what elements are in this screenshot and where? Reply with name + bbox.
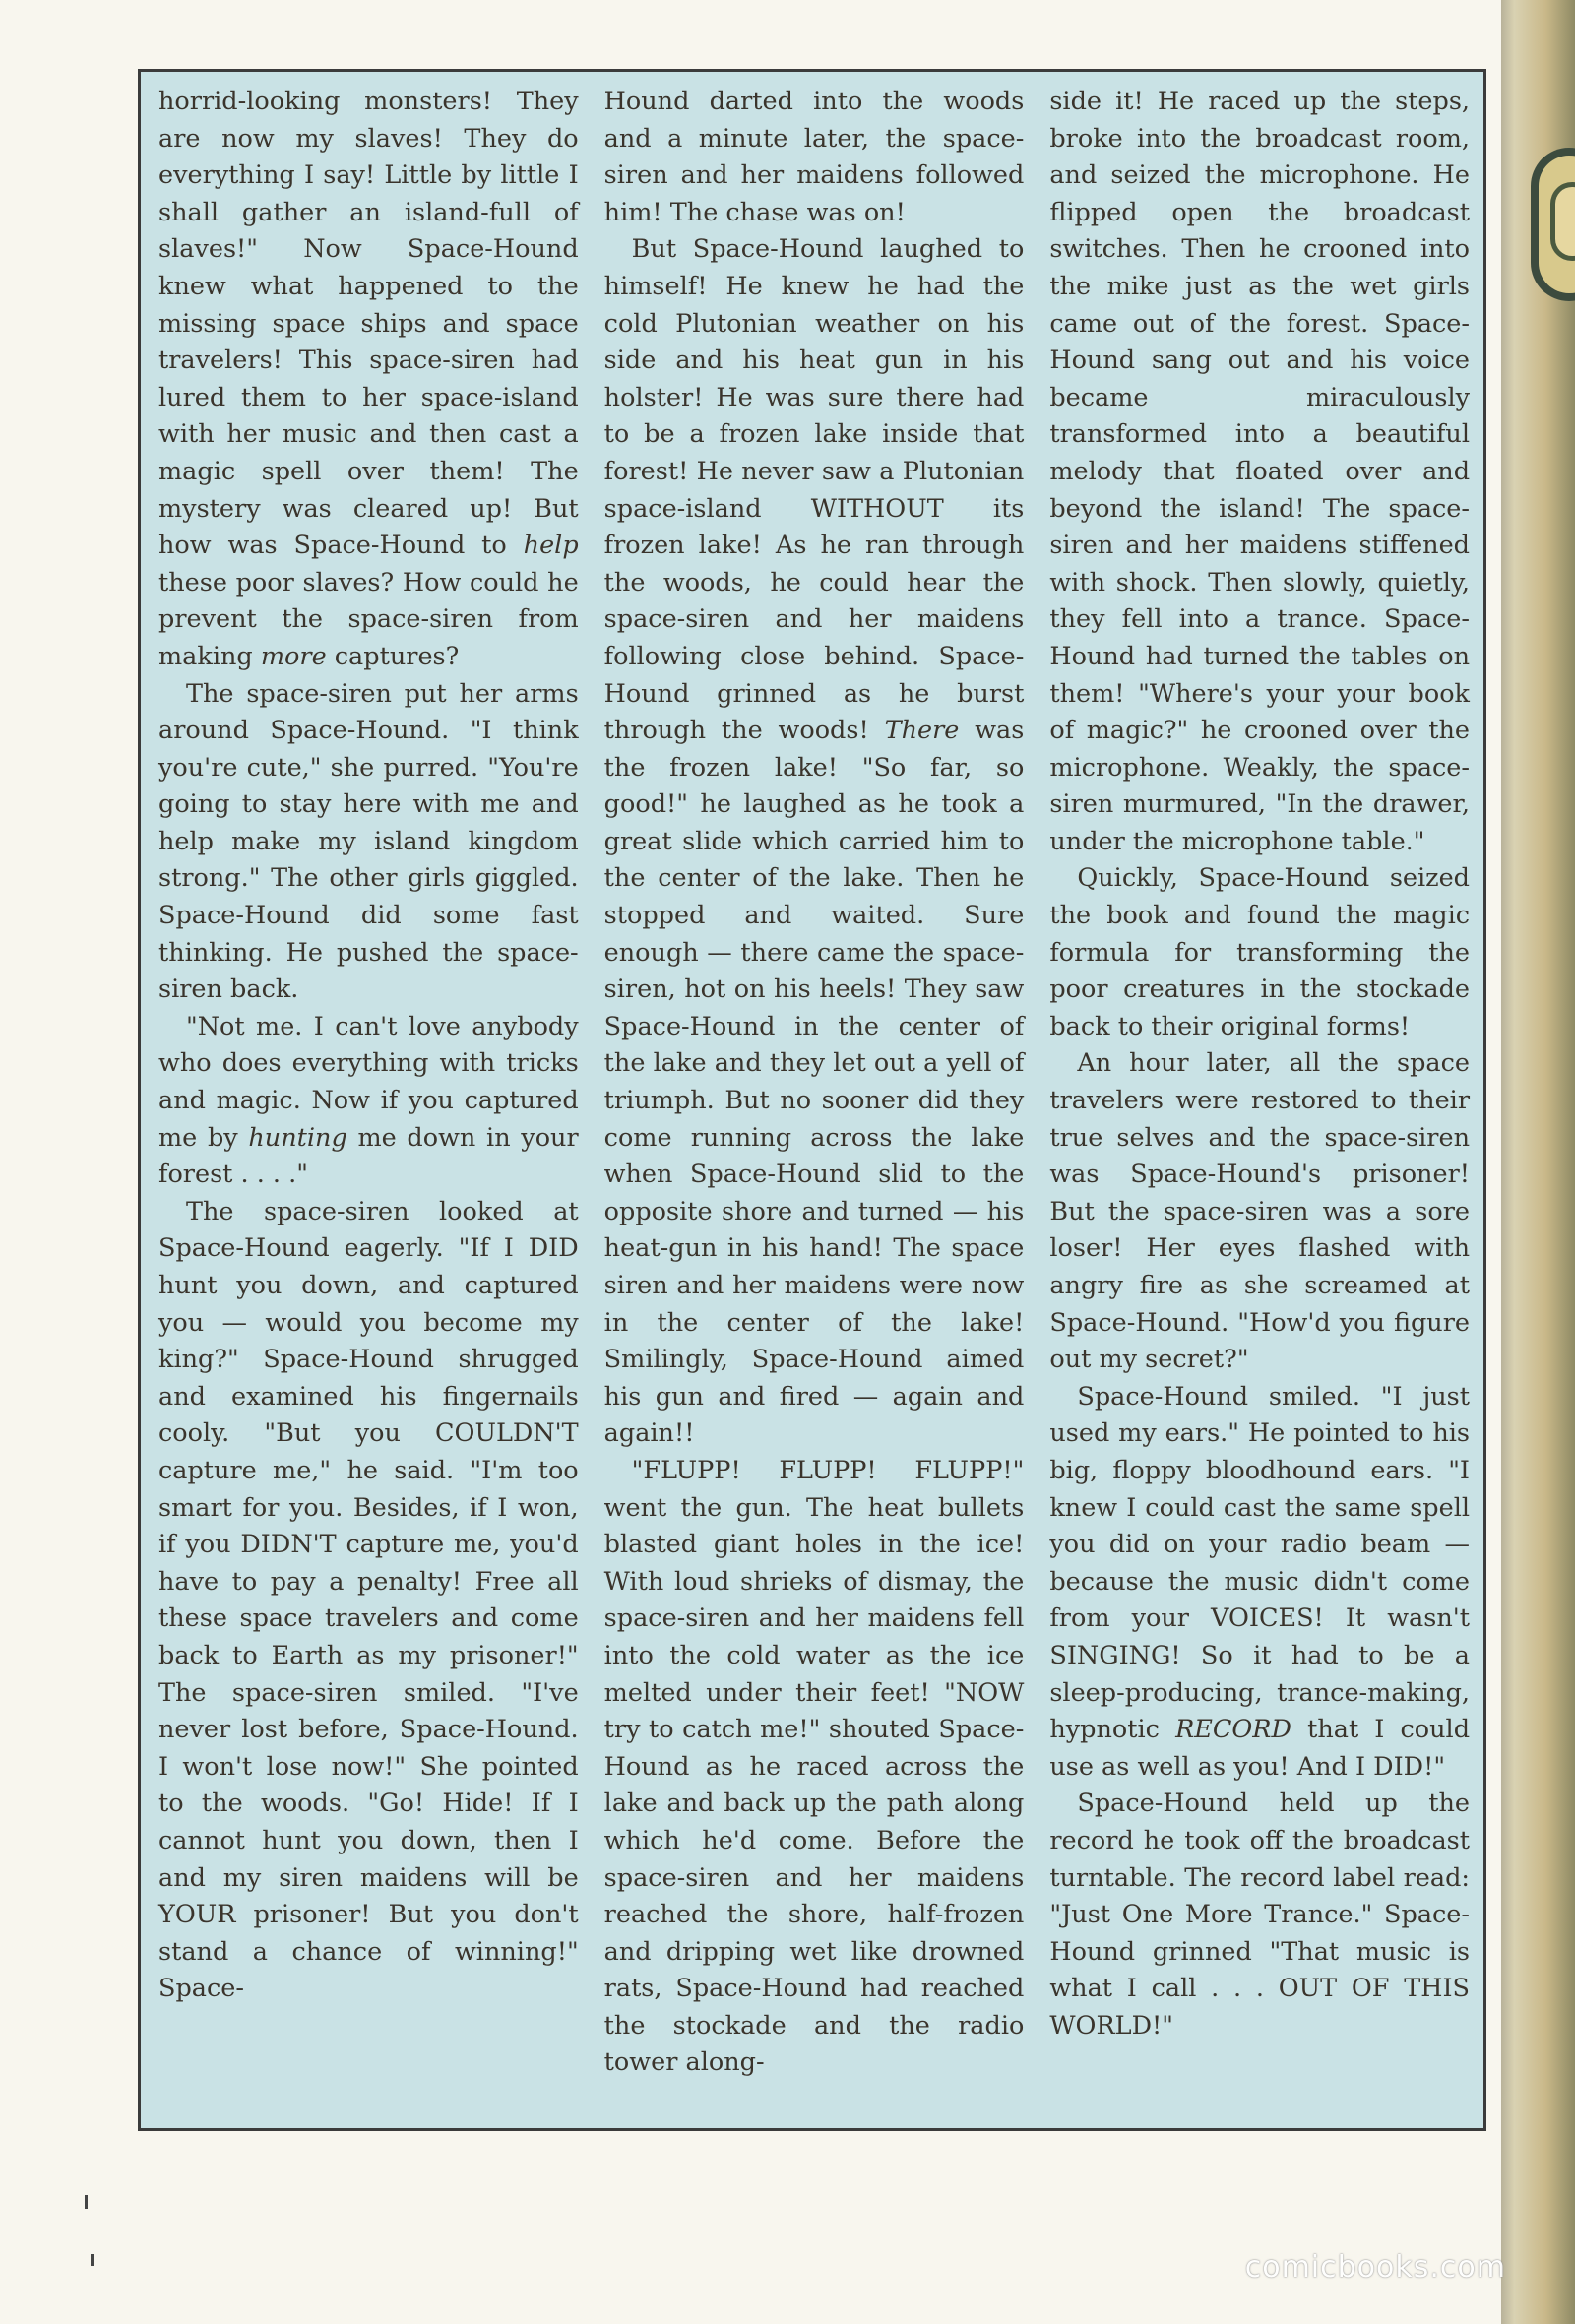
adjacent-page-art-detail	[1550, 182, 1575, 261]
adjacent-page-edge	[1501, 0, 1575, 2324]
paragraph: The space-siren put her arms around Space-Hound. "I think you're cute," she purred. "You're going to stay here with me and help make my island kingdom strong." The other girls giggled. Space-Hound did some fast thinking. He pushed the space-siren back.	[158, 678, 579, 1005]
text-panel	[138, 69, 1486, 2131]
paragraph: horrid-looking monsters! They are now my slaves! They do everything I say! Little by little I shall gather an island-full of slaves!" Now Space-Hound knew what happened to the missing space ships and space travelers! This space-siren had lured them to her space-island with her music and then cast a magic spell over them! The mystery was cleared up! But how was Space-Hound to help these poor slaves? How could he prevent the space-siren from making more captures?	[158, 87, 579, 671]
paragraph: But Space-Hound laughed to himself! He knew he had the cold Plutonian weather on his side and his heat gun in his holster! He was sure there had to be a frozen lake inside that forest! He never saw a Plutonian space-island WITHOUT its frozen lake! As he ran through the woods, he could hear the space-siren and her maidens following close behind. Space-Hound grinned as he burst through the woods! There was the frozen lake! "So far, so good!" he laughed as he took a great slide which carried him to the center of the lake. Then he stopped and waited. Sure enough — there came the space-siren, hot on his heels! They saw Space-Hound in the center of the lake and they let out a yell of triumph. But no sooner did they come running across the lake when Space-Hound slid to the opposite shore and turned — his heat-gun in his hand! The space siren and her maidens were now in the center of the lake! Smilingly, Space-Hound aimed his gun and fired — again and again!!	[603, 234, 1025, 1449]
paragraph: Space-Hound smiled. "I just used my ears." He pointed to his big, floppy bloodhound ears. "I knew I could cast the same spell you did on your radio beam — because the music didn't come from your VOICES! It wasn't SINGING! So it had to be a sleep-producing, trance-making, hypnotic RECORD that I could use as well as you! And I DID!"	[1049, 1381, 1471, 1782]
column-2	[604, 84, 1025, 2114]
binding-mark	[85, 2195, 88, 2209]
column-3	[1049, 84, 1470, 2114]
paragraph: side it! He raced up the steps, broke into the broadcast room, and seized the microphone. He flipped open the broadcast switches. Then he crooned into the mike just as the wet girls came out of the forest. Space-Hound sang out and his voice became miraculously transformed into a beautiful melody that floated over and beyond the island! The space-siren and her maidens stiffened with shock. Then slowly, quietly, they fell into a trance. Space-Hound had turned the tables on them! "Where's your your book of magic?" he crooned over the microphone. Weakly, the space-siren murmured, "In the drawer, under the microphone table."	[1049, 87, 1471, 856]
paragraph: "Not me. I can't love anybody who does everything with tricks and magic. Now if you captured me by hunting me down in your forest . . . ."	[158, 1011, 579, 1190]
paragraph: Quickly, Space-Hound seized the book and found the magic formula for transforming the poor creatures in the stockade back to their original forms!	[1049, 863, 1471, 1041]
watermark: comicbooks.com	[1244, 2250, 1506, 2285]
paragraph: "FLUPP! FLUPP! FLUPP!" went the gun. The heat bullets blasted giant holes in the ice! With loud shrieks of dismay, the space-siren and her maidens fell into the cold water as the ice melted under their feet! "NOW try to catch me!" shouted Space-Hound as he raced across the lake and back up the path along which he'd come. Before the space-siren and her maidens reached the shore, half-frozen and dripping wet like drowned rats, Space-Hound had reached the stockade and the radio tower along-	[603, 1455, 1025, 2078]
paragraph: Hound darted into the woods and a minute later, the space-siren and her maidens followed him! The chase was on!	[603, 87, 1025, 227]
binding-mark	[91, 2254, 94, 2266]
column-1	[158, 84, 579, 2114]
paragraph: The space-siren looked at Space-Hound eagerly. "If I DID hunt you down, and captured you — would you become my king?" Space-Hound shrugged and examined his fingernails cooly. "But you COULDN'T capture me," he said. "I'm too smart for you. Besides, if I won, if you DIDN'T capture me, you'd have to pay a penalty! Free all these space travelers and come back to Earth as my prisoner!" The space-siren smiled. "I've never lost before, Space-Hound. I won't lose now!" She pointed to the woods. "Go! Hide! If I cannot hunt you down, then I and my siren maidens will be YOUR prisoner! But you don't stand a chance of winning!" Space-	[158, 1196, 579, 2004]
paragraph: Space-Hound held up the record he took off the broadcast turntable. The record label read: "Just One More Trance." Space-Hound grinned "That music is what I call . . . OUT OF THIS WORLD!"	[1049, 1789, 1471, 2041]
paragraph: An hour later, all the space travelers were restored to their true selves and the space-siren was Space-Hound's prisoner! But the space-siren was a sore loser! Her eyes flashed with angry fire as she screamed at Space-Hound. "How'd you figure out my secret?"	[1049, 1048, 1471, 1375]
text-columns	[158, 84, 1470, 2114]
